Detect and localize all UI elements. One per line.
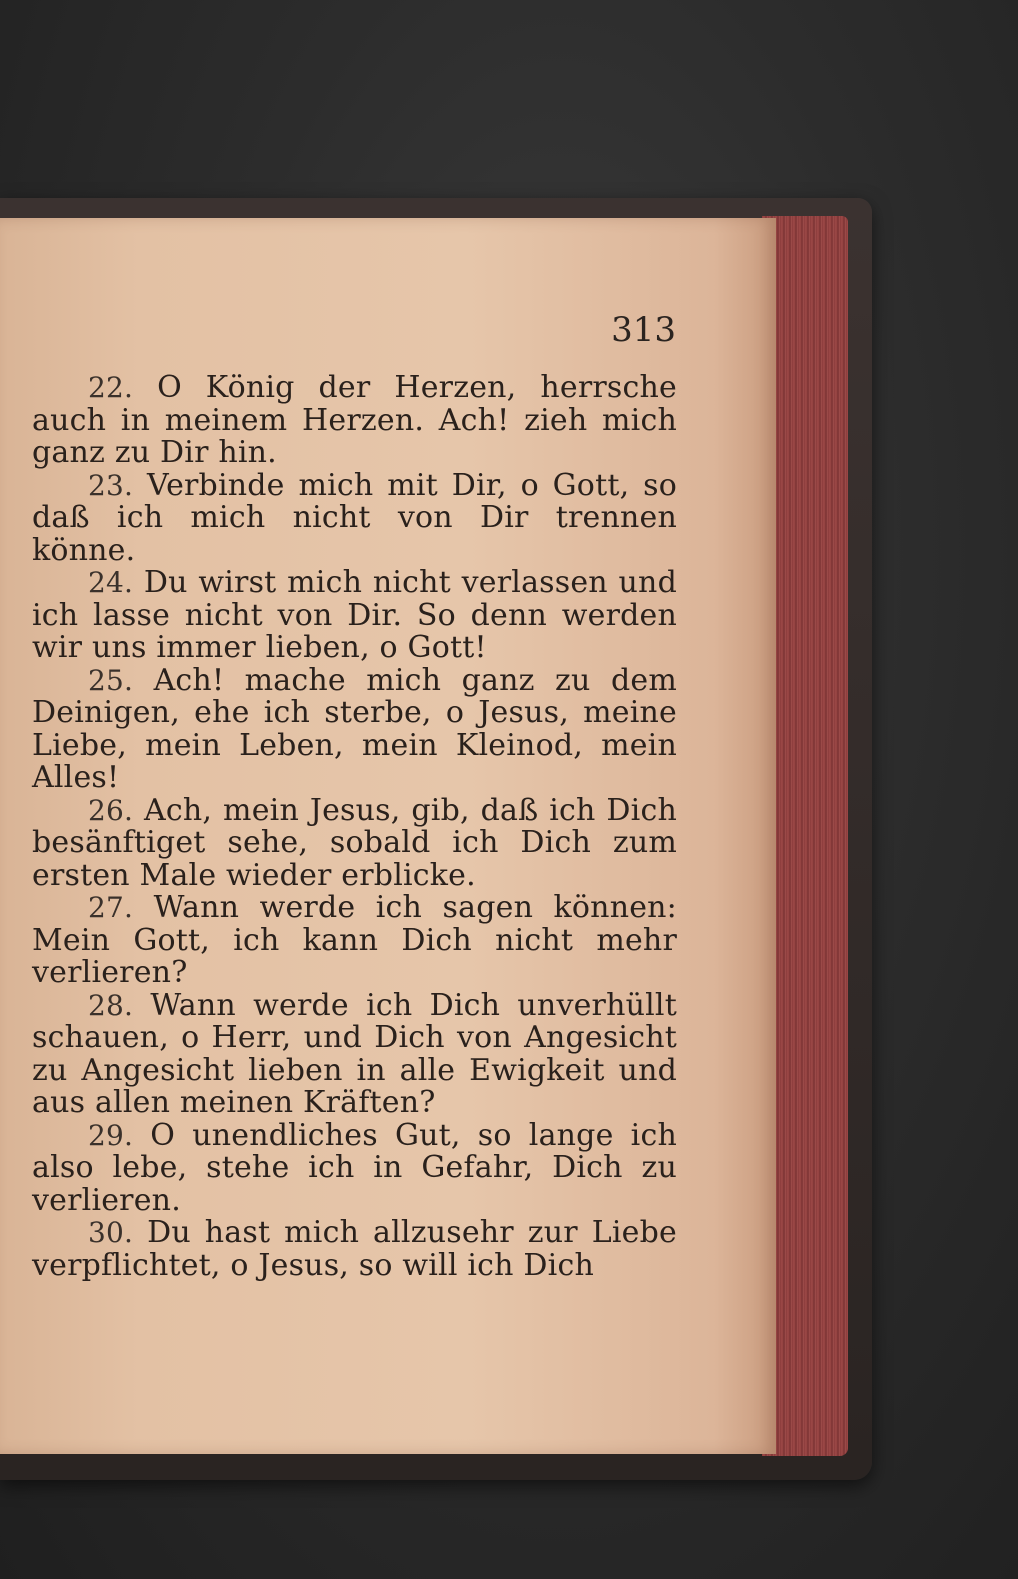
paragraph-text: Wann werde ich sagen können: Mein Gott, ich kann Dich nicht mehr verlieren?: [32, 890, 677, 990]
paragraph-number: 29.: [88, 1118, 134, 1152]
text-block: [32, 372, 677, 1282]
paragraph-text: Ach, mein Jesus, gib, daß ich Dich besänftiget sehe, sobald ich Dich zum ersten Male wieder erblicke.: [32, 792, 677, 893]
paragraph-30: [32, 1217, 677, 1282]
paragraph-text: O König der Herzen, herrsche auch in meinem Herzen. Ach! zieh mich ganz zu Dir hin.: [32, 370, 677, 470]
paragraph-number: 28.: [88, 988, 134, 1022]
paragraph-24: [32, 567, 677, 665]
paragraph-number: 24.: [88, 566, 134, 599]
paragraph-text: Du wirst mich nicht verlassen und ich lasse nicht von Dir. So denn werden wir uns immer lieben, o Gott!: [32, 565, 677, 665]
paragraph-text: Du hast mich allzusehr zur Liebe verpflichtet, o Jesus, so will ich Dich: [32, 1215, 677, 1283]
paragraph-text: Ach! mache mich ganz zu dem Deinigen, ehe ich sterbe, o Jesus, meine Liebe, mein Leben, mein Kleinod, mein Alles!: [32, 662, 677, 795]
paragraph-25: [32, 662, 677, 795]
paragraph-22: [32, 372, 677, 470]
paragraph-number: 26.: [88, 793, 134, 827]
paragraph-text: O unendliches Gut, so lange ich also lebe, stehe ich in Gefahr, Dich zu verlieren.: [32, 1117, 677, 1218]
paragraph-27: [32, 892, 677, 990]
paragraph-23: [32, 467, 677, 568]
paragraph-26: [32, 792, 677, 893]
paragraph-number: 23.: [88, 468, 134, 502]
book-page: [0, 218, 776, 1454]
paragraph-number: 30.: [88, 1216, 134, 1249]
paragraph-number: 25.: [88, 663, 134, 697]
page-number: 313: [611, 310, 676, 350]
paragraph-text: Verbinde mich mit Dir, o Gott, so daß ich mich nicht von Dir trennen könne.: [32, 467, 677, 568]
paragraph-number: 27.: [88, 891, 134, 924]
paragraph-28: [32, 987, 677, 1120]
paragraph-29: [32, 1117, 677, 1218]
paragraph-text: Wann werde ich Dich unverhüllt schauen, o Herr, und Dich von Angesicht zu Angesicht lieben in alle Ewigkeit und aus allen meinen Kräften?: [32, 987, 677, 1120]
paragraph-number: 22.: [88, 371, 134, 404]
